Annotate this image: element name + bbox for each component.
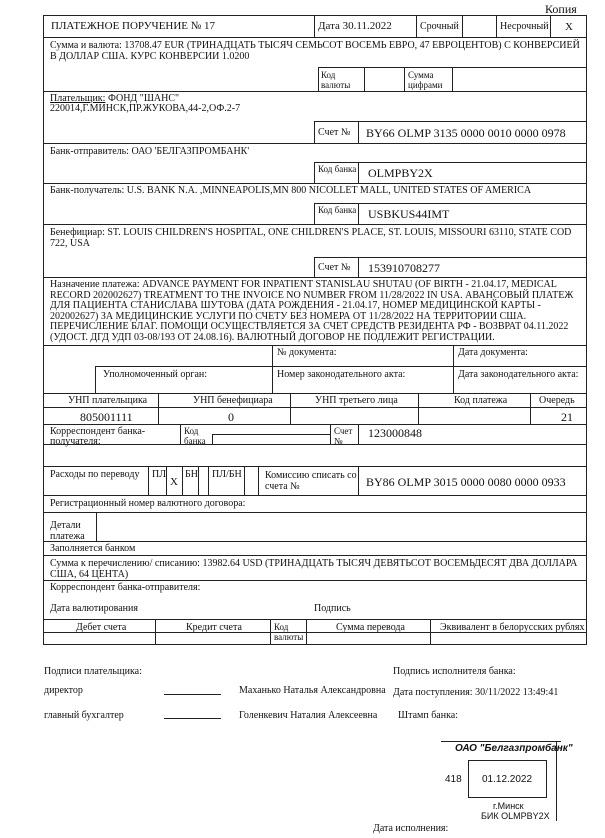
beneficiary-unp-label: УНП бенефициара xyxy=(193,395,273,406)
document-number-label: № документа: xyxy=(277,347,337,358)
bank-filled-label: Заполняется банком xyxy=(50,543,136,554)
fee-pl-mark: X xyxy=(170,476,178,488)
non-urgent-mark: X xyxy=(565,21,573,33)
sender-bank-code-label: Код банка xyxy=(318,164,357,174)
third-party-unp-label: УНП третьего лица xyxy=(315,395,398,406)
write-off-account-label: Комиссию списать со счета № xyxy=(265,470,357,492)
accountant-signature-line xyxy=(164,718,221,719)
value-date-label: Дата валютирования xyxy=(50,603,138,614)
bank-stamp-label: Штамп банка: xyxy=(398,710,458,721)
credit-account-label: Кредит счета xyxy=(186,622,242,633)
fee-pl-label: ПЛ xyxy=(152,469,167,480)
sender-bank-code: OLMPBY2X xyxy=(368,166,433,180)
bank-stamp xyxy=(441,741,573,821)
receiver-bank-code: USBKUS44IMT xyxy=(368,207,450,221)
sender-correspondent-label: Корреспондент банка-отправителя: xyxy=(50,582,201,593)
payer-unp-value: 805001111 xyxy=(80,410,133,424)
document-date-label: Дата документа: xyxy=(458,347,528,358)
receiver-bank-code-label: Код банка xyxy=(318,205,357,215)
stamp-bik: БИК OLMPBY2X xyxy=(481,811,550,821)
write-off-account: BY86 OLMP 3015 0000 0080 0000 0933 xyxy=(366,475,566,489)
director-name: Маханько Наталья Александровна xyxy=(239,685,386,696)
authorized-body-label: Уполномоченный орган: xyxy=(103,369,208,380)
act-number-label: Номер законодательного акта: xyxy=(277,369,406,380)
transfer-fees-label: Расходы по переводу xyxy=(50,469,140,480)
document-title: ПЛАТЕЖНОЕ ПОРУЧЕНИЕ № 17 xyxy=(51,20,216,32)
ledger-currency-code-label: Код валюты xyxy=(274,622,304,642)
payment-purpose: Назначение платежа: ADVANCE PAYMENT FOR INPATIENT STANISLAU SHUTAU (OF BIRTH - 21.04.17, MEDICAL RECORD 202002627) TREATMENT TO THE INVOICE NO NUMBER FROM 11/28/2022 IN USA. АВАНСОВЫЙ ПЛАТЕЖ ДЛЯ ПАЦИЕНТА СТАНИСЛАВА ШУТОВА (ДАТА РОЖДЕНИЯ - 21.04.17, НОМЕР МЕДИЦИНСКОЙ КАРТЫ - 202002627) ЗА МЕДИЦИНСКИЕ УСЛУГИ ПО СЧЕТУ БЕЗ НОМЕРА ОТ 11/28/2022 НА ТЕРРИТОРИИ США. ПЕРЕЧИСЛЕНИЕ БЛАГ. ПОМОЩИ ОСУЩЕСТВЛЯЕТСЯ ЗА СЧЕТ СРЕДСТВ РЕЗИДЕНТА РФ - ВОЗВРАТ 04.11.2022 (УДОСТ. ДГД УДП 03-08/193 ОТ 24.08.16). ВАЛЮТНЫЙ ДОГОВОР НЕ ПОДЛЕЖИТ РЕГИСТРАЦИИ. xyxy=(50,279,574,343)
debit-account-label: Дебет счета xyxy=(76,622,127,633)
registration-number-label: Регистрационный номер валютного договора: xyxy=(50,498,246,509)
sender-bank: Банк-отправитель: ОАО 'БЕЛГАЗПРОМБАНК' xyxy=(50,146,250,157)
byn-equivalent-label: Эквивалент в белорусских рублях xyxy=(440,622,585,633)
payment-details-label: Детали платежа xyxy=(50,520,85,542)
payer-address: 220014,Г.МИНСК,ПР.ЖУКОВА,44-2,ОФ.2-7 xyxy=(50,103,241,114)
receiver-correspondent-label: Корреспондент банка-получателя: xyxy=(50,426,146,447)
payer-signatures-title: Подписи плательщика: xyxy=(44,666,142,677)
beneficiary-unp-value: 0 xyxy=(228,410,234,424)
stamp-date: 01.12.2022 xyxy=(482,774,533,785)
beneficiary: Бенефициар: ST. LOUIS CHILDREN'S HOSPITAL, ONE CHILDREN'S PLACE, ST. LOUIS, MISSOURI 63110, STATE COD 722, USA xyxy=(50,227,572,249)
currency-code-label: Код валюты xyxy=(321,70,351,90)
bank-signature-title: Подпись исполнителя банка: xyxy=(393,666,516,677)
stamp-bank-name: ОАО "Белгазпромбанк" xyxy=(455,743,573,754)
urgent-label: Срочный xyxy=(420,21,459,32)
director-label: директор xyxy=(44,685,83,696)
non-urgent-label: Несрочный xyxy=(500,21,549,32)
payer-value: ФОНД "ШАНС" xyxy=(105,93,180,104)
copy-label: Копия xyxy=(545,2,577,16)
payer-label: Плательщик: xyxy=(50,93,106,104)
correspondent-bank-code-label: Код банка xyxy=(184,426,206,446)
payer-unp-label: УНП плательщика xyxy=(68,395,148,406)
director-signature-line xyxy=(164,694,221,695)
document-date: Дата 30.11.2022 xyxy=(318,20,392,32)
stamp-number: 418 xyxy=(445,774,462,785)
fee-bn-label: БН xyxy=(185,469,198,480)
stamp-city: г.Минск xyxy=(493,801,524,811)
correspondent-account-label: Счет № xyxy=(334,426,353,446)
chief-accountant-label: главный бухгалтер xyxy=(44,710,124,721)
queue-value: 21 xyxy=(561,410,573,424)
act-date-label: Дата законодательного акта: xyxy=(458,369,579,380)
queue-label: Очередь xyxy=(539,395,575,406)
execution-date-label: Дата исполнения: xyxy=(373,823,449,834)
transfer-amount-label: Сумма перевода xyxy=(336,622,405,633)
payer-account-value: BY66 OLMP 3135 0000 0010 0000 0978 xyxy=(366,126,566,140)
fee-plbn-label: ПЛ/БН xyxy=(212,469,242,480)
received-date: Дата поступления: 30/11/2022 13:49:41 xyxy=(393,687,559,698)
signature-label: Подпись xyxy=(314,603,351,614)
payment-code-label: Код платежа xyxy=(454,395,508,406)
chief-accountant-name: Голенкевич Наталия Алексеевна xyxy=(239,710,378,721)
beneficiary-account: 153910708277 xyxy=(368,261,440,275)
receiver-bank: Банк-получатель: U.S. BANK N.A. ,MINNEAPOLIS,MN 800 NICOLLET MALL, UNITED STATES OF AMERICA xyxy=(50,185,532,196)
payer-account-label: Счет № xyxy=(318,127,351,138)
amount-to-transfer: Сумма к перечислению/ списанию: 13982.64 USD (ТРИНАДЦАТЬ ТЫСЯЧ ДЕВЯТЬСОТ ВОСЕМЬДЕСЯТ ДВА ДОЛЛАРА США, 64 ЦЕНТА) xyxy=(50,558,578,580)
amount-digits-label: Сумма цифрами xyxy=(408,70,443,90)
amount-and-currency: Сумма и валюта: 13708.47 EUR (ТРИНАДЦАТЬ ТЫСЯЧ СЕМЬСОТ ВОСЕМЬ ЕВРО, 47 ЕВРОЦЕНТОВ) С КОНВЕРСИЕЙ В ДОЛЛАР США. КУРС КОНВЕРСИИ 1.0200 xyxy=(50,40,580,62)
beneficiary-account-label: Счет № xyxy=(318,262,351,273)
correspondent-account: 123000848 xyxy=(368,426,422,440)
